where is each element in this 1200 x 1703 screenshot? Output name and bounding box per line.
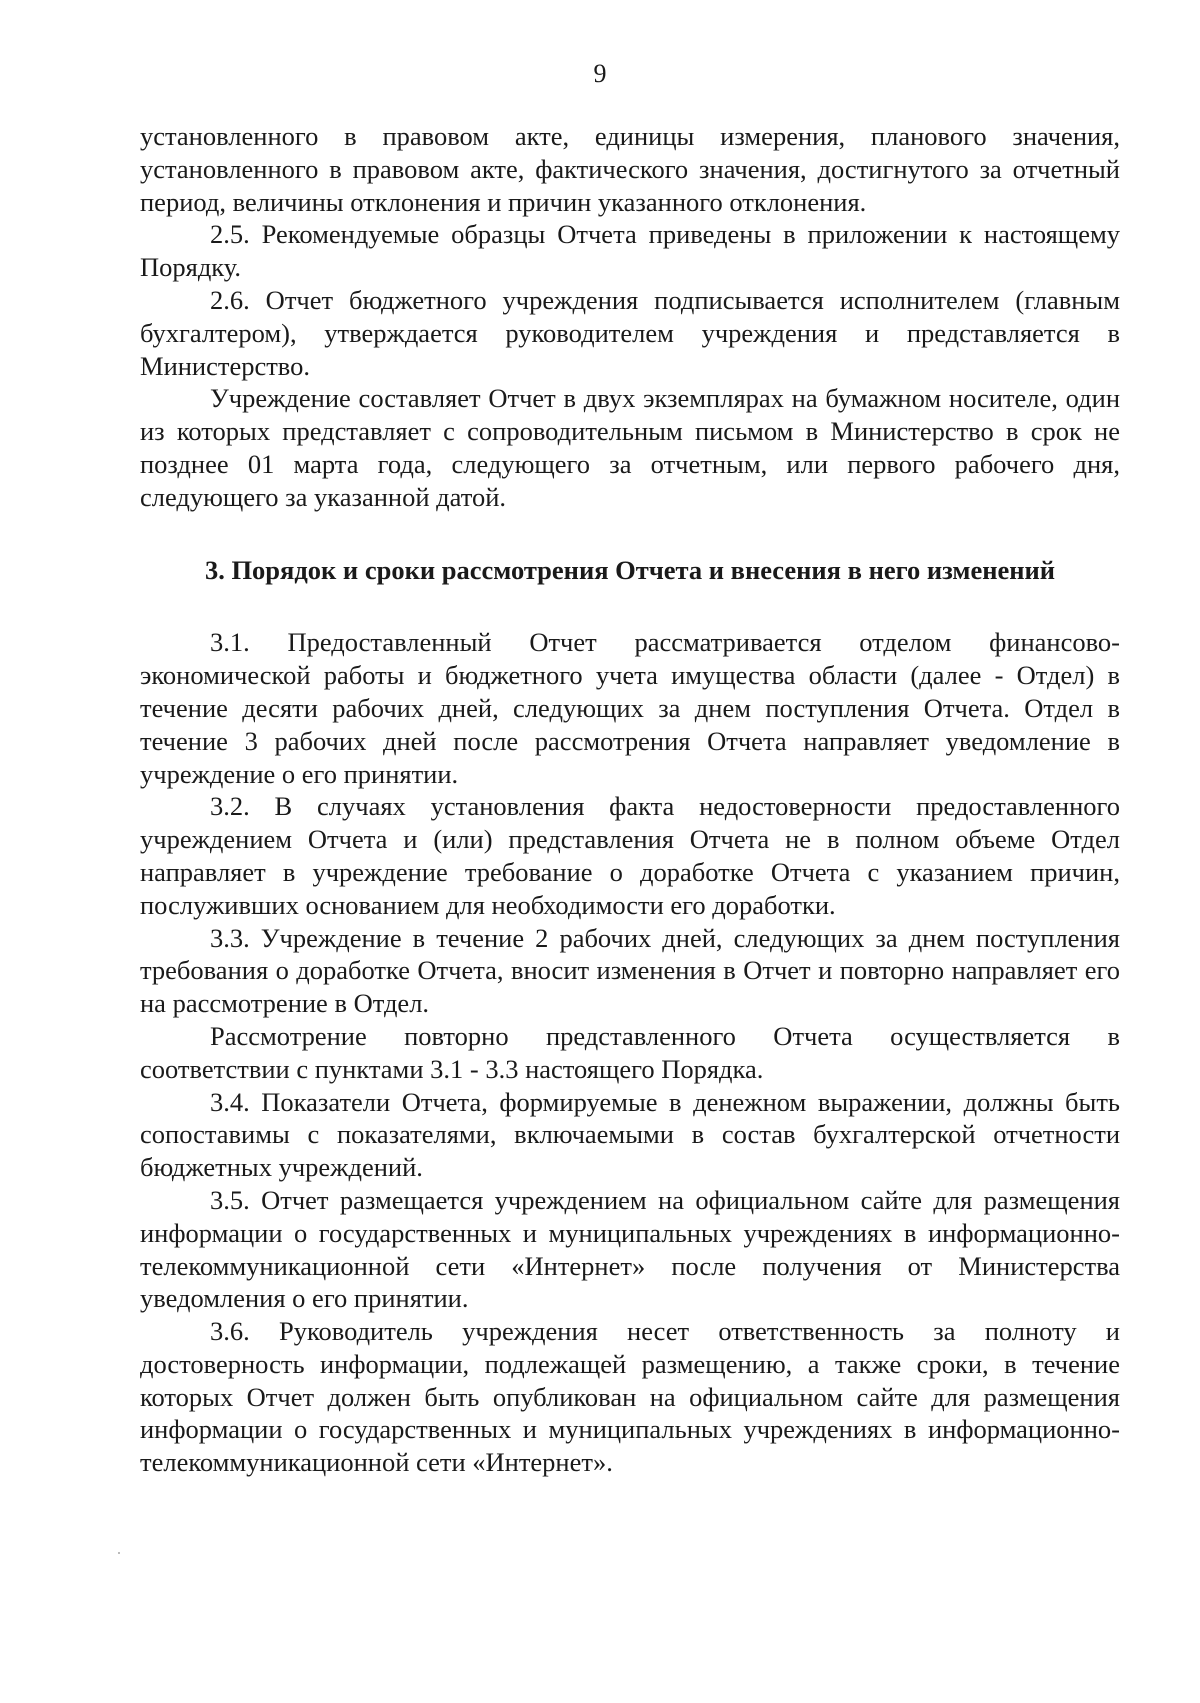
paragraph-3-1: 3.1. Предоставленный Отчет рассматривается отделом финансово-экономической работы и бюджетного учета имущества области (далее - Отдел) в течение десяти рабочих дней, следующих за днем поступления Отчета. Отдел в течение 3 рабочих дней после рассмотрения Отчета направляет уведомление в учреждение о его принятии.: [140, 627, 1120, 789]
paragraph-3-5: 3.5. Отчет размещается учреждением на официальном сайте для размещения информации о государственных и муниципальных учреждениях в информационно-телекоммуникационной сети «Интернет» после получения от Министерства уведомления о его принятии.: [140, 1184, 1120, 1314]
section-2-continuation: [140, 120, 1120, 514]
scan-speck: [118, 1552, 120, 1554]
document-body: [140, 120, 1120, 1479]
paragraph-3-2: 3.2. В случаях установления факта недостоверности предоставленного учреждением Отчета и (или) представления Отчета не в полном объеме Отдел направляет в учреждение требование о доработке Отчета с указанием причин, послуживших основанием для необходимости его доработки.: [140, 791, 1120, 920]
section-heading: 3. Порядок и сроки рассмотрения Отчета и внесения в него изменений: [204, 554, 1056, 585]
paragraph-3-4: 3.4. Показатели Отчета, формируемые в денежном выражении, должны быть сопоставимы с показателями, включаемыми в состав бухгалтерской отчетности бюджетных учреждений.: [140, 1086, 1120, 1183]
paragraph-3-3: 3.3. Учреждение в течение 2 рабочих дней, следующих за днем поступления требования о доработке Отчета, вносит изменения в Отчет и повторно направляет его на рассмотрение в Отдел.: [140, 922, 1120, 1019]
paragraph: Учреждение составляет Отчет в двух экземплярах на бумажном носителе, один из которых представляет с сопроводительным письмом в Министерство в срок не позднее 01 марта года, следующего за отчетным, или первого рабочего дня, следующего за указанной датой.: [140, 383, 1120, 512]
paragraph: Рассмотрение повторно представленного Отчета осуществляется в соответствии с пунктами 3.1 - 3.3 настоящего Порядка.: [140, 1020, 1120, 1084]
paragraph-3-6: 3.6. Руководитель учреждения несет ответственность за полноту и достоверность информации, подлежащей размещению, а также сроки, в течение которых Отчет должен быть опубликован на официальном сайте для размещения информации о государственных и муниципальных учреждениях в информационно-телекоммуникационной сети «Интернет».: [140, 1316, 1120, 1478]
paragraph: установленного в правовом акте, единицы измерения, планового значения, установленного в правовом акте, фактического значения, достигнутого за отчетный период, величины отклонения и причин указанного отклонения.: [140, 121, 1120, 217]
section-3: [140, 626, 1120, 1479]
paragraph-2-6: 2.6. Отчет бюджетного учреждения подписывается исполнителем (главным бухгалтером), утверждается руководителем учреждения и представляется в Министерство.: [140, 284, 1120, 381]
page-number: 9: [593, 59, 607, 88]
paragraph-2-5: 2.5. Рекомендуемые образцы Отчета приведены в приложении к настоящему Порядку.: [140, 219, 1120, 283]
